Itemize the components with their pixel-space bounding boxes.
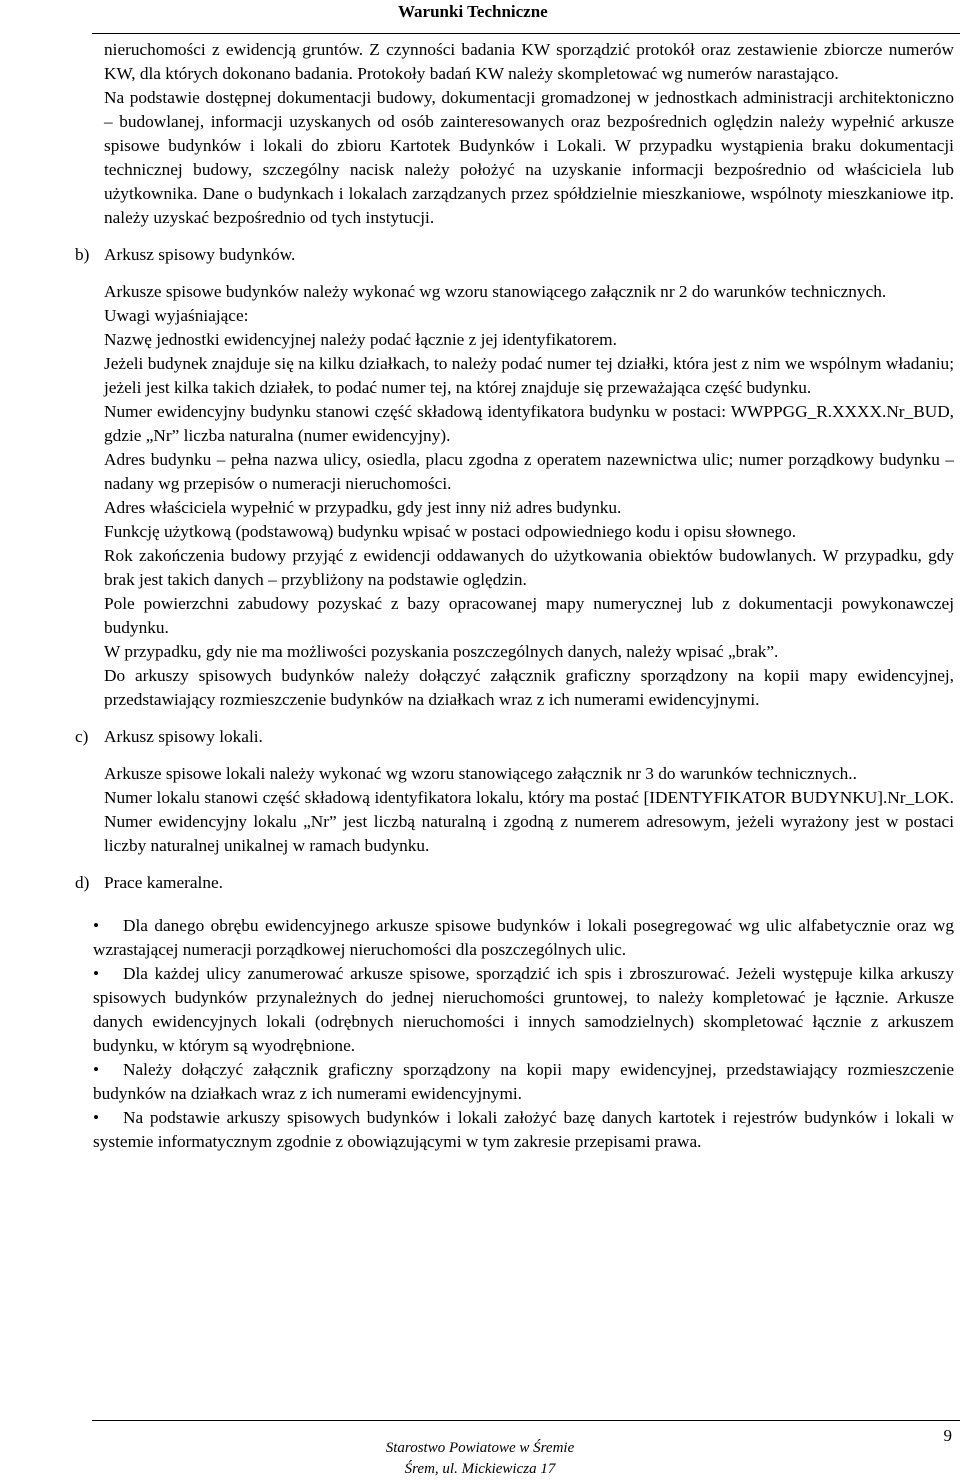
intro-paragraph-2: Na podstawie dostępnej dokumentacji budowy, dokumentacji gromadzonej w jednostkach administracji architektoniczno – budowlanej, informacji uzyskanych od osób zainteresowanych oraz bezpośrednich oględzin należy wypełnić arkusze spisowe budynków i lokali do zbioru Kartotek Budynków i Lokali. W przypadku wystąpienia braku dokumentacji technicznej budowy, szczególny nacisk należy położyć na uzyskanie informacji bezpośrednio od właściciela lub użytkownika. Dane o budynkach i lokalach zarządzanych przez spółdzielnie mieszkaniowe, wspólnoty mieszkaniowe itp. należy uzyskać bezpośrednio od tych instytucji.	[104, 88, 954, 227]
section-b-paragraph: Numer ewidencyjny budynku stanowi część składową identyfikatora budynku w postaci: WWPPGG_R.XXXX.Nr_BUD, gdzie „Nr” liczba naturalna (numer ewidencyjny).	[104, 402, 954, 445]
section-d-heading	[75, 871, 954, 895]
section-b-letter: b)	[75, 245, 90, 264]
section-b-paragraph: Nazwę jednostki ewidencyjnej należy podać łącznie z jej identyfikatorem.	[104, 330, 617, 349]
section-b-paragraph: Adres budynku – pełna nazwa ulicy, osiedla, placu zgodna z operatem nazewnictwa ulic; numer porządkowy budynku – nadany wg przepisów o numeracji nieruchomości.	[104, 450, 954, 493]
intro-paragraph-1: nieruchomości z ewidencją gruntów. Z czynności badania KW sporządzić protokół oraz zestawienie zbiorcze numerów KW, dla których dokonano badania. Protokoły badań KW należy skompletować wg numerów narastająco.	[104, 40, 954, 83]
section-b-paragraph: W przypadku, gdy nie ma możliwości pozyskania poszczególnych danych, należy wpisać „brak”.	[104, 642, 779, 661]
section-c-paragraph: Numer lokalu stanowi część składową identyfikatora lokalu, który ma postać [IDENTYFIKATOR BUDYNKU].Nr_LOK. Numer ewidencyjny lokalu „Nr” jest liczbą naturalną i zgodną z numerem adresowym, jeżeli wyrażony jest w postaci liczby naturalnej unikalnej w ramach budynku.	[104, 788, 954, 855]
section-b-heading	[75, 243, 954, 267]
document-body	[75, 38, 954, 908]
section-d-letter: d)	[75, 873, 90, 892]
section-b-paragraph: Adres właściciela wypełnić w przypadku, gdy jest inny niż adres budynku.	[104, 498, 622, 517]
footer-office: Starostwo Powiatowe w Śremie	[385, 1440, 575, 1456]
section-b-paragraph: Rok zakończenia budowy przyjąć z ewidencji oddawanych do użytkowania obiektów budowlanych. W przypadku, gdy brak jest takich danych – przybliżony na podstawie oględzin.	[104, 546, 954, 589]
bullet-icon: •	[93, 1108, 100, 1127]
section-b-paragraph: Do arkuszy spisowych budynków należy dołączyć załącznik graficzny sporządzony na kopii mapy ewidencyjnej, przedstawiający rozmieszczenie budynków na działkach wraz z ich numerami ewidencyjnymi.	[104, 666, 954, 709]
list-item-text: Dla każdej ulicy zanumerować arkusze spisowe, sporządzić ich spis i zbroszurować. Jeżeli występuje kilka arkuszy spisowych budynków przynależnych do jednej nieruchomości gruntowej, to należy kompletować je łącznie. Arkusze danych ewidencyjnych lokali (odrębnych nieruchomości i innych samodzielnych) skompletować łącznie z arkuszem budynku, w którym są wyodrębnione.	[93, 964, 954, 1055]
section-b-paragraph: Pole powierzchni zabudowy pozyskać z bazy opracowanej mapy numerycznej lub z dokumentacji powykonawczej budynku.	[104, 594, 954, 637]
bullet-icon: •	[93, 1060, 100, 1079]
section-c-heading	[75, 725, 954, 749]
list-item-text: Dla danego obrębu ewidencyjnego arkusze spisowe budynków i lokali posegregować wg ulic alfabetycznie oraz wg wzrastającej numeracji porządkowej nieruchomości dla poszczególnych ulic.	[93, 916, 954, 959]
section-d-bullet-list	[93, 914, 954, 1154]
bullet-icon: •	[93, 964, 100, 983]
section-c-paragraph: Arkusze spisowe lokali należy wykonać wg wzoru stanowiącego załącznik nr 3 do warunków technicznych..	[104, 764, 857, 783]
list-item-text: Na podstawie arkuszy spisowych budynków i lokali założyć bazę danych kartotek i rejestrów budynków i lokali w systemie informatycznym zgodnie z obowiązującymi w tym zakresie przepisami prawa.	[93, 1108, 954, 1151]
section-b-paragraph: Jeżeli budynek znajduje się na kilku działkach, to należy podać numer tej działki, która jest z nim we wspólnym władaniu; jeżeli jest kilka takich działek, to podać numer tej, na której znajduje się przeważająca część budynku.	[104, 354, 954, 397]
section-b-paragraph: Uwagi wyjaśniające:	[104, 306, 249, 325]
list-item-text: Należy dołączyć załącznik graficzny sporządzony na kopii mapy ewidencyjnej, przedstawiający rozmieszczenie budynków na działkach wraz z ich numerami ewidencyjnymi.	[93, 1060, 954, 1103]
list-item	[93, 914, 954, 962]
list-item	[93, 1058, 954, 1106]
section-c-title: Arkusz spisowy lokali.	[104, 727, 263, 746]
bullet-icon: •	[93, 916, 100, 935]
footer-address: Śrem, ul. Mickiewicza 17	[404, 1461, 556, 1477]
page-footer	[0, 1438, 960, 1480]
section-c-letter: c)	[75, 727, 89, 746]
header-rule	[92, 33, 960, 34]
section-b-paragraph: Funkcję użytkową (podstawową) budynku wpisać w postaci odpowiedniego kodu i opisu słownego.	[104, 522, 797, 541]
list-item	[93, 962, 954, 1058]
header-title: Warunki Techniczne	[398, 2, 548, 21]
list-item	[93, 1106, 954, 1154]
page-number: 9	[943, 1426, 952, 1445]
section-b-title: Arkusz spisowy budynków.	[104, 245, 296, 264]
section-b-paragraph: Arkusze spisowe budynków należy wykonać wg wzoru stanowiącego załącznik nr 2 do warunków technicznych.	[104, 282, 887, 301]
page-header	[0, 0, 960, 30]
footer-rule	[92, 1420, 960, 1421]
section-d-title: Prace kameralne.	[104, 873, 223, 892]
